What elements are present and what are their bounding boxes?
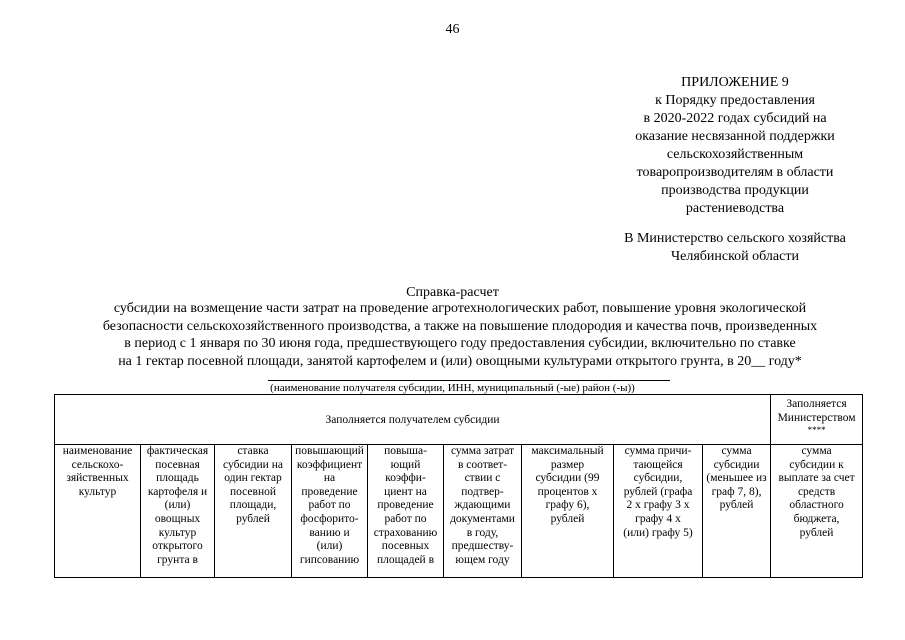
header-line: субсидии, (633, 472, 683, 485)
header-line: коэффи- (385, 472, 426, 485)
header-line: сельскохо- (71, 458, 124, 471)
header-line: овощных (154, 512, 201, 525)
appendix-line: в 2020-2022 годах субсидий на (643, 111, 827, 126)
header-line: страхованию (373, 526, 438, 539)
subtitle-line: в период с 1 января по 30 июня года, предшествующего году предоставления субсидии, включительно по ставке (124, 336, 796, 351)
header-line: графу 6), (545, 499, 590, 512)
column-header-max-subsidy (522, 445, 614, 578)
header-line: открытого (152, 540, 203, 553)
subsidy-table (54, 394, 863, 578)
header-line: посевных (381, 540, 430, 553)
ministry-filled-header (771, 395, 863, 445)
page-number: 46 (445, 22, 460, 37)
header-line: ждающими (454, 499, 511, 512)
header-line: посевная (155, 458, 200, 471)
header-line: максимальный (531, 445, 604, 457)
header-line: (меньшее из (706, 472, 767, 485)
header-line: проведение (301, 485, 358, 498)
header-line: картофеля и (147, 485, 208, 498)
appendix-line: оказание несвязанной поддержки (635, 129, 835, 144)
header-line: повыша- (384, 445, 427, 457)
column-header-insurance-coefficient (368, 445, 444, 578)
header-line: областного (789, 499, 844, 512)
header-line: ющем году (455, 553, 510, 566)
header-line: ющий (390, 458, 421, 471)
column-header-subsidy-payout (771, 445, 863, 578)
header-line: грунта в (157, 553, 198, 566)
header-line: сумма причи- (624, 445, 692, 457)
header-line: в соответ- (457, 458, 508, 471)
column-header-subsidy-min (703, 445, 771, 578)
column-header-actual-area (141, 445, 215, 578)
header-line: площади, (229, 499, 277, 512)
header-line: предшеству- (451, 540, 514, 553)
column-header-rate-per-hectare (215, 445, 292, 578)
header-line: субсидии на (223, 458, 283, 471)
header-line: рублей (719, 499, 754, 512)
header-line: фосфорито- (300, 512, 359, 525)
subtitle-line: на 1 гектар посевной площади, занятой картофелем и (или) овощными культурами открытого грунта, в 20__ году* (118, 353, 802, 369)
header-line: ставка (237, 445, 269, 457)
appendix-line: растениеводства (685, 201, 785, 216)
header-line: процентов x (537, 485, 598, 498)
column-header-phosphorite-coefficient (292, 445, 368, 578)
header-line: в году, (466, 526, 499, 539)
header-line: проведение (377, 499, 434, 512)
appendix-line: к Порядку предоставления (655, 93, 815, 108)
header-line: посевной (229, 485, 277, 498)
header-line: работ по (384, 512, 427, 525)
header-line: повышающий (295, 445, 364, 457)
header-line: площадей в (376, 553, 435, 566)
header-line: фактическая (146, 445, 209, 457)
recipient-filled-header: Заполняется получателем субсидии (55, 395, 771, 445)
recipient-caption (0, 382, 905, 394)
header-line: бюджета, (793, 512, 840, 525)
appendix-line: товаропроизводителям в области (636, 165, 834, 180)
recipient-line: Челябинской области (671, 249, 799, 264)
ministry-header-line: Заполняется (786, 398, 847, 410)
header-line: ванию и (309, 526, 350, 539)
ministry-header-asterisks: **** (807, 425, 826, 436)
column-header-crop-name (55, 445, 141, 578)
recipient-caption-text: (наименование получателя субсидии, ИНН, муниципальный (-ые) район (-ы)) (270, 382, 635, 394)
appendix-line: сельскохозяйственным (666, 147, 804, 162)
appendix-line: ПРИЛОЖЕНИЕ 9 (681, 75, 789, 90)
header-line: документами (450, 512, 515, 525)
column-header-due-subsidy (614, 445, 703, 578)
header-line: сумма (801, 445, 832, 457)
header-line: зяйственных (66, 472, 129, 485)
fill-in-line (268, 380, 670, 381)
header-line: сумма (721, 445, 752, 457)
column-header-row (55, 445, 863, 578)
header-line: работ по (308, 499, 351, 512)
header-line: сумма затрат (450, 445, 515, 457)
header-line: размер (550, 458, 585, 471)
recipient-line: В Министерство сельского хозяйства (624, 231, 846, 246)
header-line: средств (797, 485, 836, 498)
header-line: граф 7, 8), (711, 485, 762, 498)
header-line: гипсованию (299, 553, 360, 566)
group-header-row (55, 395, 863, 445)
header-line: тающейся (633, 458, 683, 471)
column-header-costs-sum (444, 445, 522, 578)
recipient-block (585, 230, 885, 266)
appendix-line: производства продукции (661, 183, 809, 198)
header-line: ствии с (464, 472, 501, 485)
header-line: рублей (550, 512, 585, 525)
header-line: 2 x графу 3 x (626, 499, 690, 512)
header-line: (или) графу 5) (623, 526, 693, 539)
document-title: Справка-расчет (406, 285, 499, 300)
header-line: рублей (236, 512, 270, 525)
header-line: культур (78, 485, 117, 498)
header-line: на (323, 472, 336, 485)
subtitle-line: безопасности сельскохозяйственного производства, а также на повышение плодородия и качества почв, произведенных (102, 318, 818, 334)
ministry-header-line: Министерством (777, 411, 856, 424)
header-line: рублей (799, 526, 834, 539)
header-line: субсидии к (789, 458, 844, 471)
subtitle-line: субсидии на возмещение части затрат на проведение агротехнологических работ, повышение уровня экологической (113, 301, 807, 316)
header-line: коэффициент (296, 458, 363, 471)
header-line: циент на (384, 485, 427, 498)
header-line: выплате за счет (778, 472, 855, 485)
appendix-block (590, 74, 880, 218)
document-subtitle (60, 300, 860, 370)
header-line: субсидии (99 (535, 472, 600, 485)
header-line: рублей (графа (623, 485, 693, 498)
header-line: субсидии (713, 458, 760, 471)
header-line: (или) (164, 499, 191, 512)
header-line: наименование (62, 445, 133, 457)
header-line: (или) (316, 540, 343, 553)
header-line: один гектар (224, 472, 282, 485)
header-line: подтвер- (461, 485, 504, 498)
header-line: культур (158, 526, 197, 539)
header-line: графу 4 x (635, 512, 681, 525)
header-line: площадь (156, 472, 199, 485)
